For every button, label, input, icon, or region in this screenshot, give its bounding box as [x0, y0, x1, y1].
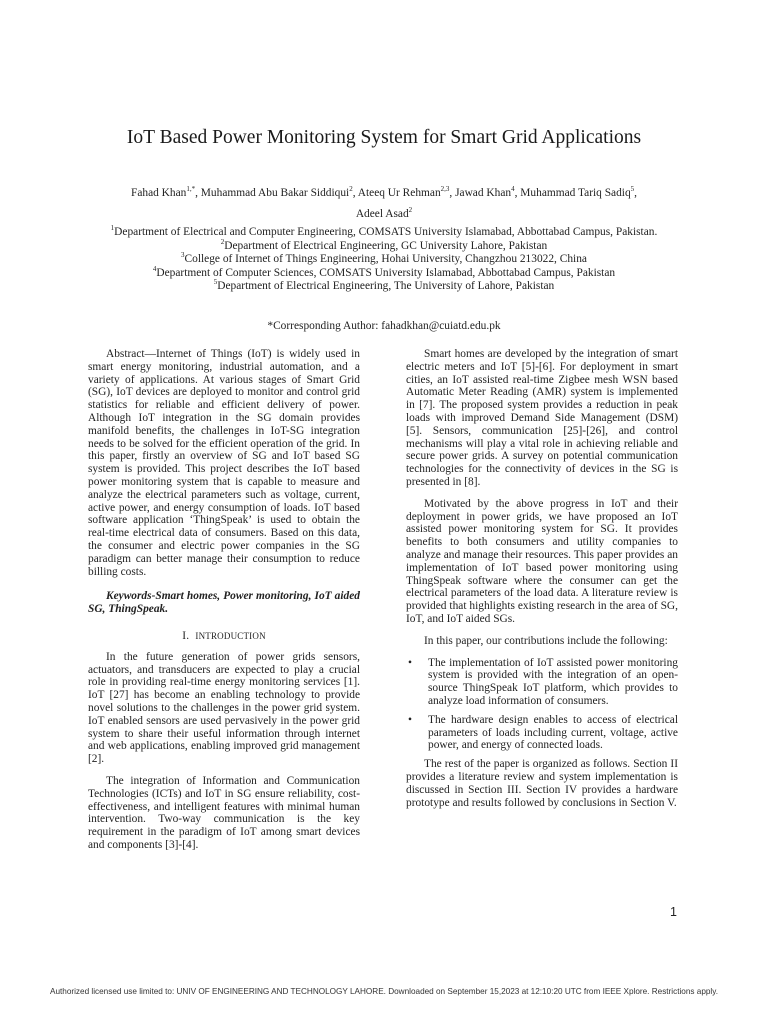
abstract: Abstract—Internet of Things (IoT) is widely used in smart energy monitoring, industrial automation, and a variety of applications. At various stages of Smart Grid (SG), IoT devices are deployed to monitor and control grid statistics for reliable and efficient delivery of power. Although IoT integration in the SG domain provides manifold benefits, the challenges in IoT-SG integration needs to be solved for the efficient operation of the grid. In this paper, firstly an overview of SG and IoT based SG system is provided. This project describes the IoT based power monitoring system that is capable to measure and analyze the electrical parameters such as voltage, current, active power, and energy consumption of loads. IoT based software application ‘ThingSpeak’ is used to obtain the real-time electrical data of consumers. Based on this data, the consumer and electric power companies in the SG paradigm can better manage their consumption to reduce billing costs. [88, 348, 360, 578]
right-column [406, 348, 678, 818]
section-number: I. [182, 629, 190, 642]
license-footer: Authorized licensed use limited to: UNIV OF ENGINEERING AND TECHNOLOGY LAHORE. Downloaded on September 15,2023 at 12:10:20 UTC from IEEE Xplore. Restrictions apply. [49, 987, 719, 996]
affiliation-mark: 2 [220, 237, 225, 246]
author-affil-mark: 5 [630, 185, 635, 194]
affiliation-mark: 3 [181, 251, 185, 260]
affiliation [90, 237, 678, 254]
author-affil-mark: 2 [349, 185, 353, 194]
affiliation [90, 280, 678, 294]
left-column [88, 348, 360, 861]
author-affil-mark: 2 [408, 206, 413, 215]
affiliation-list [90, 226, 678, 294]
affiliation-text: Department of Electrical Engineering, The University of Lahore, Pakistan [217, 280, 555, 293]
bullet-icon: • [408, 713, 412, 726]
affiliation [90, 253, 678, 267]
paper-title: IoT Based Power Monitoring System for Smart Grid Applications [126, 127, 642, 148]
section-title: INTRODUCTION [195, 630, 266, 641]
author-name: Fahad Khan [130, 187, 187, 199]
affiliation-text: Department of Electrical Engineering, GC University Lahore, Pakistan [224, 239, 548, 252]
affiliation-mark: 4 [152, 264, 157, 273]
keywords: Keywords-Smart homes, Power monitoring, IoT aided SG, ThingSpeak. [88, 590, 360, 616]
affiliation-mark: 5 [213, 278, 218, 287]
affiliation-text: College of Internet of Things Engineering, Hohai University, Changzhou 213022, China [184, 253, 587, 266]
affiliation [90, 264, 678, 281]
contribution-list [406, 657, 678, 753]
bullet-icon: • [408, 656, 412, 669]
author-list: Fahad Khan$^{1,*}$, Muhammad Abu Bakar Siddiqui$^2$, Ateeq Ur Rehman$^{2,3}$, Jawad Khan$^4$, Muhammad Tariq Sadiq$^5$, Adeel Asad$^2$ [130, 185, 638, 220]
affiliation-mark: 1 [110, 224, 115, 233]
author-name: Muhammad Abu Bakar Siddiqui [200, 187, 350, 199]
affiliation [90, 226, 678, 240]
list-item-text: The hardware design enables to access of electrical parameters of loads including current, voltage, active power, and energy of connected loads. [428, 713, 678, 752]
body-paragraph: Motivated by the above progress in IoT and their deployment in power grids, we have proposed an IoT assisted power monitoring system for SG. It provides benefits to both consumers and utility companies to analyze and manage their resources. This paper provides an implementation of IoT based power monitoring using ThingSpeak software where the consumer can get the electrical parameters of the load data. A literature review is provided that highlights existing research in the area of SG, IoT, and IoT aided SGs. [406, 497, 678, 625]
author-name: Jawad Khan [455, 187, 512, 199]
author-affil-mark: 2,3 [440, 185, 450, 194]
section-heading [88, 630, 360, 643]
affiliation-text: Department of Computer Sciences, COMSATS University Islamabad, Abbottabad Campus, Pakistan [156, 266, 616, 279]
author-name: Adeel Asad [355, 208, 409, 220]
page-number: 1 [670, 905, 677, 919]
corresponding-author: *Corresponding Author: fahadkhan@cuiatd.edu.pk [267, 320, 501, 332]
body-paragraph: Smart homes are developed by the integration of smart electric meters and IoT [5]-[6]. For deployment in smart cities, an IoT assisted real-time Zigbee mesh WSN based Automatic Meter Reading (AMR) system is implemented in [7]. The proposed system provides a reduction in peak loads with improved Demand Side Management (DSM) [5]. Sensors, communication [25]-[26], and control mechanisms will play a vital role in achieving reliable and secure power grids. A survey on potential communication technologies for the connectivity of devices in the SG is presented in [8]. [406, 348, 678, 488]
body-paragraph: The rest of the paper is organized as follows. Section II provides a literature review and system implementation is discussed in Section III. Section IV provides a hardware prototype and results followed by conclusions in Section V. [406, 758, 678, 809]
body-paragraph: In the future generation of power grids sensors, actuators, and transducers are expected to play a crucial role in providing real-time energy monitoring services [1]. IoT [27] has become an enabling technology to provide novel solutions to the challenges in the power grid system. IoT enabled sensors are used pervasively in the power grid system to share their useful information through internet and web applications, enabling improved grid management [2]. [88, 650, 360, 766]
list-item-text: The implementation of IoT assisted power monitoring system is provided with the integration of an open-source ThingSpeak IoT platform, which provides to analyze load information of consumers. [428, 656, 678, 707]
list-item [406, 714, 678, 752]
affiliation-text: Department of Electrical and Computer Engineering, COMSATS University Islamabad, Abbottabad Campus, Pakistan. [114, 226, 658, 238]
author-name: Muhammad Tariq Sadiq [520, 187, 631, 199]
author-name: Ateeq Ur Rehman [357, 187, 441, 199]
list-item [406, 657, 678, 708]
body-paragraph: The integration of Information and Communication Technologies (ICTs) and IoT in SG ensure reliability, cost-effectiveness, and intelligent features with minimal human intervention. Two-way communication is the key requirement in the paradigm of IoT among smart devices and components [3]-[4]. [88, 774, 360, 851]
author-affil-mark: 4 [511, 185, 515, 194]
author-affil-mark: 1,* [186, 185, 196, 194]
body-paragraph: In this paper, our contributions include the following: [424, 634, 668, 647]
